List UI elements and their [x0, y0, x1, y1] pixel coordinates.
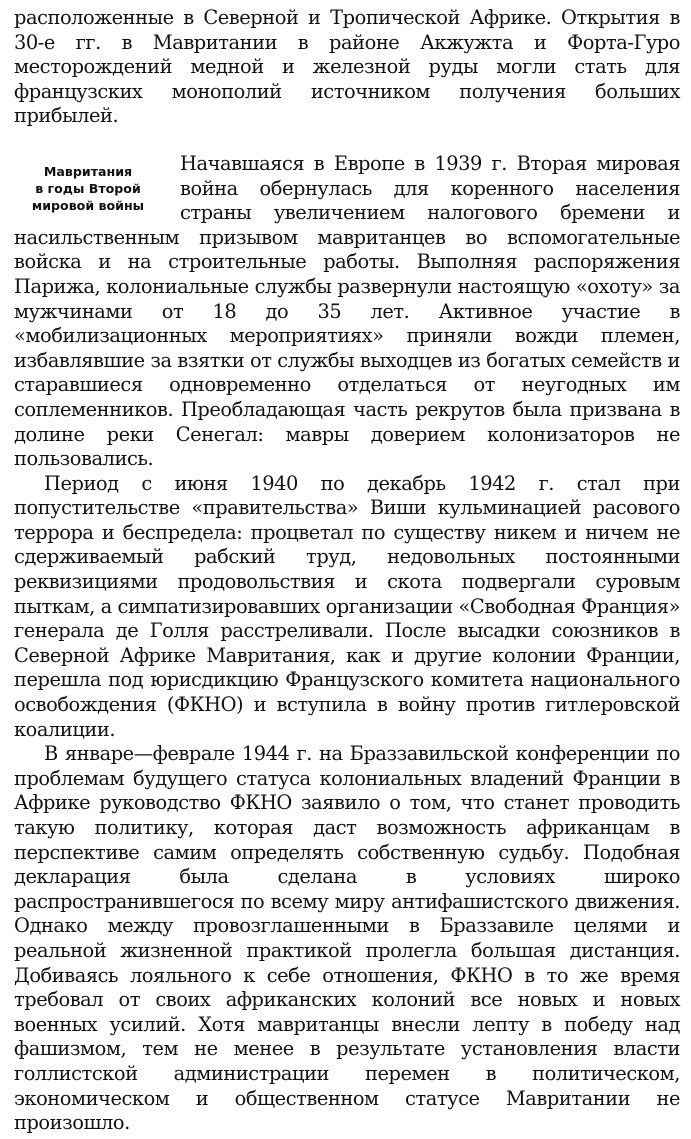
intro-paragraph: расположенные в Северной и Тропической Африке. Открытия в 30-е гг. в Мавритании в районе Акжужта и Форта-Гуро месторождений медной и железной руды могли стать для французских монополий источником получения больших прибылей.: [14, 6, 680, 128]
paragraph-1: Начавшаяся в Европе в 1939 г. Вторая мировая война обернулась для коренного населения страны увеличением налогового бремени и насильственным призывом мавританцев во вспомогательные войска и на строительные работы. Выполняя распоряжения Парижа, колониальные службы развернули настоящую «охоту» за мужчинами от 18 до 35 лет. Активное участие в «мобилизационных мероприятиях» приняли вожди племен, избавлявшие за взятки от службы выходцев из богатых семейств и старавшиеся одновременно отделаться от неугодных им соплеменников. Преобладающая часть рекрутов была призвана в долине реки Сенегал: мавры доверием колонизаторов не пользовались.: [14, 151, 680, 471]
side-heading: [14, 163, 162, 214]
side-heading-line-3: мировой войны: [31, 197, 145, 213]
page-text: [14, 6, 680, 1136]
paragraph-2: Период с июня 1940 по декабрь 1942 г. стал при попустительстве «правительства» Виши кульминацией расового террора и беспредела: процветал по существу никем и ничем не сдерживаемый рабский труд, недовольных постоянными реквизициями продовольствия и скота подвергали суровым пыткам, а симпатизировавших организации «Свободная Франция» генерала де Голля расстреливали. После высадки союзников в Северной Африке Мавритания, как и другие колонии Франции, перешла под юрисдикцию Французского комитета национального освобождения (ФКНО) и вступила в войну против гитлеровской коалиции.: [14, 471, 680, 741]
paragraph-3: В январе—феврале 1944 г. на Браззавильской конференции по проблемам будущего статуса колониальных владений Франции в Африке руководство ФКНО заявило о том, что станет проводить такую политику, которая даст возможность африканцам в перспективе самим определять собственную судьбу. Подобная декларация была сделана в условиях широко распространившегося по всему миру антифашистского движения. Однако между провозглашенными в Браззавиле целями и реальной жизненной практикой пролегла большая дистанция. Добиваясь лояльного к себе отношения, ФКНО в то же время требовал от своих африканских колоний все новых и новых военных усилий. Хотя мавританцы внесли лепту в победу над фашизмом, тем не менее в результате установления власти голлистской администрации перемен в политическом, экономическом и общественном статусе Мавритании не произошло.: [14, 742, 680, 1135]
side-heading-line-2: в годы Второй: [35, 180, 141, 196]
side-heading-line-1: Мавритания: [43, 163, 133, 179]
